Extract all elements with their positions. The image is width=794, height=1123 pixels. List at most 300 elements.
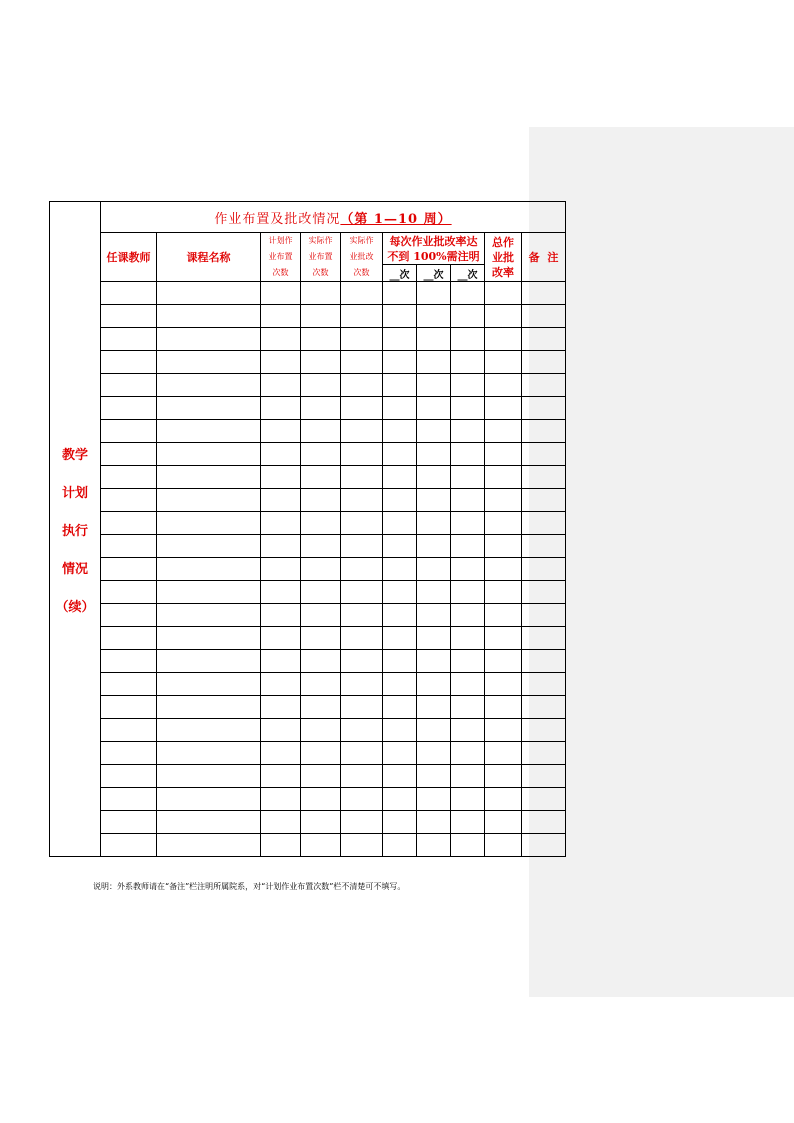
table-cell[interactable] — [522, 466, 566, 489]
table-cell[interactable] — [417, 673, 451, 696]
table-cell[interactable] — [157, 719, 261, 742]
table-cell[interactable] — [157, 328, 261, 351]
section-label-line: 教学 — [61, 447, 88, 463]
table-cell[interactable] — [522, 788, 566, 811]
table-cell[interactable] — [341, 788, 383, 811]
table-cell[interactable] — [341, 673, 383, 696]
table-cell[interactable] — [417, 581, 451, 604]
table-cell[interactable] — [301, 443, 341, 466]
table-cell[interactable] — [485, 627, 522, 650]
table-cell[interactable] — [301, 397, 341, 420]
section-label-line: 执行 — [61, 523, 88, 539]
table-cell[interactable] — [341, 489, 383, 512]
table-row — [50, 466, 566, 489]
header-line: 次数 — [272, 268, 289, 277]
table-cell[interactable] — [157, 765, 261, 788]
table-cell[interactable] — [301, 742, 341, 765]
table-cell[interactable] — [341, 558, 383, 581]
table-cell[interactable] — [383, 650, 417, 673]
table-cell[interactable] — [485, 650, 522, 673]
table-cell[interactable] — [261, 420, 301, 443]
table-cell[interactable] — [485, 604, 522, 627]
table-cell[interactable] — [383, 788, 417, 811]
table-cell[interactable] — [261, 581, 301, 604]
table-cell[interactable] — [101, 696, 157, 719]
table-cell[interactable] — [522, 351, 566, 374]
table-cell[interactable] — [301, 374, 341, 397]
table-cell[interactable] — [261, 696, 301, 719]
header-line: 改率 — [492, 265, 514, 279]
header-times: __次 — [451, 265, 485, 282]
table-cell[interactable] — [417, 328, 451, 351]
table-cell[interactable] — [261, 719, 301, 742]
table-cell[interactable] — [383, 581, 417, 604]
table-row — [50, 489, 566, 512]
table-cell[interactable] — [485, 489, 522, 512]
table-cell[interactable] — [451, 420, 485, 443]
table-cell[interactable] — [157, 420, 261, 443]
table-cell[interactable] — [261, 305, 301, 328]
table-cell[interactable] — [451, 719, 485, 742]
table-cell[interactable] — [301, 512, 341, 535]
table-cell[interactable] — [522, 305, 566, 328]
header-line: 每次作业批改率达 — [389, 234, 478, 248]
table-cell[interactable] — [157, 627, 261, 650]
table-row — [50, 305, 566, 328]
table-cell[interactable] — [101, 719, 157, 742]
table-cell[interactable] — [341, 512, 383, 535]
table-cell[interactable] — [485, 351, 522, 374]
table-cell[interactable] — [157, 305, 261, 328]
table-cell[interactable] — [417, 788, 451, 811]
section-label-cell — [50, 202, 101, 857]
section-label-line: （续） — [55, 599, 95, 615]
table-row — [50, 811, 566, 834]
table-cell[interactable] — [485, 466, 522, 489]
table-cell[interactable] — [522, 673, 566, 696]
table-cell[interactable] — [485, 305, 522, 328]
table-cell[interactable] — [383, 420, 417, 443]
table-cell[interactable] — [341, 765, 383, 788]
table-cell[interactable] — [101, 742, 157, 765]
table-cell[interactable] — [383, 627, 417, 650]
table-cell[interactable] — [451, 351, 485, 374]
table-cell[interactable] — [451, 742, 485, 765]
header-line: 实际作 — [349, 236, 374, 245]
table-cell[interactable] — [301, 650, 341, 673]
header-line: 总作 — [492, 235, 514, 249]
table-cell[interactable] — [157, 650, 261, 673]
table-cell[interactable] — [417, 305, 451, 328]
header-line: 实际作 — [308, 236, 333, 245]
table-row — [50, 512, 566, 535]
table-row — [50, 742, 566, 765]
table-cell[interactable] — [485, 696, 522, 719]
table-cell[interactable] — [101, 765, 157, 788]
table-cell[interactable] — [101, 512, 157, 535]
table-cell[interactable] — [157, 811, 261, 834]
table-cell[interactable] — [522, 420, 566, 443]
table-cell[interactable] — [301, 719, 341, 742]
table-cell[interactable] — [522, 650, 566, 673]
table-cell[interactable] — [383, 512, 417, 535]
table-cell[interactable] — [451, 466, 485, 489]
table-cell[interactable] — [417, 604, 451, 627]
header-line: 次数 — [312, 268, 329, 277]
header-line: 业批改 — [349, 252, 374, 261]
table-cell[interactable] — [451, 512, 485, 535]
table-cell[interactable] — [157, 604, 261, 627]
table-cell[interactable] — [157, 696, 261, 719]
table-cell[interactable] — [485, 581, 522, 604]
header-actual-graded — [341, 233, 383, 282]
table-cell[interactable] — [417, 811, 451, 834]
table-cell[interactable] — [485, 443, 522, 466]
table-cell[interactable] — [522, 397, 566, 420]
table-cell[interactable] — [301, 627, 341, 650]
header-times: __次 — [383, 265, 417, 282]
table-cell[interactable] — [451, 397, 485, 420]
table-cell[interactable] — [383, 328, 417, 351]
table-cell[interactable] — [485, 719, 522, 742]
table-cell[interactable] — [417, 535, 451, 558]
table-cell[interactable] — [301, 489, 341, 512]
table-cell[interactable] — [485, 788, 522, 811]
comment-margin — [529, 127, 794, 997]
table-cell[interactable] — [522, 604, 566, 627]
table-cell[interactable] — [522, 834, 566, 857]
table-cell[interactable] — [451, 328, 485, 351]
table-cell[interactable] — [522, 811, 566, 834]
table-cell[interactable] — [301, 765, 341, 788]
table-cell[interactable] — [101, 650, 157, 673]
table-cell[interactable] — [157, 443, 261, 466]
table-cell[interactable] — [261, 512, 301, 535]
table-cell[interactable] — [522, 443, 566, 466]
table-cell[interactable] — [451, 282, 485, 305]
table-cell[interactable] — [261, 742, 301, 765]
table-cell[interactable] — [341, 696, 383, 719]
table-cell[interactable] — [417, 443, 451, 466]
table-cell[interactable] — [261, 834, 301, 857]
table-cell[interactable] — [101, 558, 157, 581]
table-cell[interactable] — [451, 627, 485, 650]
table-cell[interactable] — [101, 834, 157, 857]
table-cell[interactable] — [417, 420, 451, 443]
table-cell[interactable] — [522, 696, 566, 719]
table-cell[interactable] — [417, 374, 451, 397]
table-cell[interactable] — [301, 696, 341, 719]
table-cell[interactable] — [261, 558, 301, 581]
table-cell[interactable] — [341, 742, 383, 765]
table-cell[interactable] — [383, 811, 417, 834]
table-cell[interactable] — [157, 673, 261, 696]
table-cell[interactable] — [383, 604, 417, 627]
table-cell[interactable] — [101, 397, 157, 420]
table-cell[interactable] — [417, 627, 451, 650]
table-cell[interactable] — [383, 535, 417, 558]
table-cell[interactable] — [157, 489, 261, 512]
table-cell[interactable] — [383, 673, 417, 696]
table-cell[interactable] — [485, 673, 522, 696]
table-cell[interactable] — [485, 742, 522, 765]
table-cell[interactable] — [522, 328, 566, 351]
table-cell[interactable] — [451, 535, 485, 558]
table-cell[interactable] — [261, 443, 301, 466]
table-cell[interactable] — [451, 811, 485, 834]
table-cell[interactable] — [383, 719, 417, 742]
table-cell[interactable] — [522, 489, 566, 512]
table-cell[interactable] — [485, 765, 522, 788]
table-cell[interactable] — [451, 489, 485, 512]
table-cell[interactable] — [341, 811, 383, 834]
table-cell[interactable] — [522, 719, 566, 742]
table-cell[interactable] — [417, 834, 451, 857]
footnote: 说明：外系教师请在“备注”栏注明所属院系，对“计划作业布置次数”栏不清楚可不填写。 — [93, 882, 406, 891]
table-cell[interactable] — [522, 558, 566, 581]
header-line: 不到 100%需注明 — [387, 249, 480, 263]
table-cell[interactable] — [383, 282, 417, 305]
table-cell[interactable] — [485, 282, 522, 305]
table-cell[interactable] — [157, 788, 261, 811]
table-cell[interactable] — [383, 558, 417, 581]
table-cell[interactable] — [341, 719, 383, 742]
table-cell[interactable] — [157, 834, 261, 857]
table-cell[interactable] — [301, 581, 341, 604]
table-cell[interactable] — [417, 282, 451, 305]
header-course: 课程名称 — [157, 233, 261, 282]
table-cell[interactable] — [261, 673, 301, 696]
header-actual-assigned — [301, 233, 341, 282]
table-cell[interactable] — [451, 604, 485, 627]
table-row — [50, 627, 566, 650]
table-cell[interactable] — [101, 328, 157, 351]
table-cell[interactable] — [157, 351, 261, 374]
table-cell[interactable] — [485, 374, 522, 397]
table-cell[interactable] — [261, 374, 301, 397]
table-cell[interactable] — [101, 788, 157, 811]
table-cell[interactable] — [301, 535, 341, 558]
table-cell[interactable] — [157, 581, 261, 604]
table-cell[interactable] — [417, 489, 451, 512]
header-line: 业布置 — [308, 252, 333, 261]
table-cell[interactable] — [383, 374, 417, 397]
table-cell[interactable] — [341, 443, 383, 466]
table-cell[interactable] — [261, 604, 301, 627]
table-cell[interactable] — [417, 719, 451, 742]
table-cell[interactable] — [301, 351, 341, 374]
section-label-line: 计划 — [61, 485, 88, 501]
table-cell[interactable] — [101, 581, 157, 604]
table-row — [50, 765, 566, 788]
table-cell[interactable] — [341, 374, 383, 397]
table-cell[interactable] — [522, 627, 566, 650]
table-cell[interactable] — [451, 834, 485, 857]
table-cell[interactable] — [101, 351, 157, 374]
header-total-rate — [485, 233, 522, 282]
table-cell[interactable] — [301, 558, 341, 581]
table-cell[interactable] — [451, 765, 485, 788]
table-cell[interactable] — [341, 351, 383, 374]
table-row — [50, 696, 566, 719]
table-cell[interactable] — [157, 742, 261, 765]
table-cell[interactable] — [451, 558, 485, 581]
table-cell[interactable] — [383, 466, 417, 489]
table-cell[interactable] — [301, 811, 341, 834]
table-cell[interactable] — [341, 466, 383, 489]
table-cell[interactable] — [101, 374, 157, 397]
table-cell[interactable] — [157, 466, 261, 489]
table-cell[interactable] — [261, 627, 301, 650]
table-cell[interactable] — [383, 351, 417, 374]
table-row — [50, 443, 566, 466]
table-row — [50, 351, 566, 374]
header-line: 次数 — [353, 268, 370, 277]
table-cell[interactable] — [522, 512, 566, 535]
table-cell[interactable] — [417, 351, 451, 374]
table-row — [50, 788, 566, 811]
table-cell[interactable] — [157, 512, 261, 535]
table-cell[interactable] — [451, 696, 485, 719]
table-cell[interactable] — [485, 834, 522, 857]
table-cell[interactable] — [341, 627, 383, 650]
table-cell[interactable] — [101, 627, 157, 650]
table-cell[interactable] — [522, 374, 566, 397]
table-cell[interactable] — [383, 742, 417, 765]
table-cell[interactable] — [451, 374, 485, 397]
title-main: 作业布置及批改情况 — [214, 211, 341, 227]
table-cell[interactable] — [301, 282, 341, 305]
table-cell[interactable] — [101, 466, 157, 489]
table-cell[interactable] — [485, 811, 522, 834]
table-cell[interactable] — [417, 466, 451, 489]
table-cell[interactable] — [485, 397, 522, 420]
table-row — [50, 834, 566, 857]
table-cell[interactable] — [485, 558, 522, 581]
table-cell[interactable] — [485, 535, 522, 558]
table-cell[interactable] — [485, 328, 522, 351]
table-cell[interactable] — [451, 305, 485, 328]
table-cell[interactable] — [341, 581, 383, 604]
table-cell[interactable] — [522, 282, 566, 305]
table-cell[interactable] — [301, 788, 341, 811]
table-cell[interactable] — [261, 650, 301, 673]
table-cell[interactable] — [101, 535, 157, 558]
table-cell[interactable] — [383, 305, 417, 328]
table-cell[interactable] — [261, 328, 301, 351]
table-cell[interactable] — [417, 558, 451, 581]
table-cell[interactable] — [522, 535, 566, 558]
table-cell[interactable] — [341, 328, 383, 351]
table-cell[interactable] — [101, 489, 157, 512]
header-planned — [261, 233, 301, 282]
table-cell[interactable] — [157, 282, 261, 305]
table-row — [50, 328, 566, 351]
table-cell[interactable] — [383, 765, 417, 788]
table-cell[interactable] — [451, 443, 485, 466]
table-cell[interactable] — [485, 420, 522, 443]
table-cell[interactable] — [341, 282, 383, 305]
table-cell[interactable] — [383, 834, 417, 857]
table-cell[interactable] — [101, 811, 157, 834]
table-title — [101, 202, 566, 233]
table-cell[interactable] — [383, 489, 417, 512]
table-cell[interactable] — [101, 443, 157, 466]
table-cell[interactable] — [301, 305, 341, 328]
table-cell[interactable] — [451, 673, 485, 696]
table-cell[interactable] — [522, 742, 566, 765]
table-cell[interactable] — [261, 489, 301, 512]
table-cell[interactable] — [301, 834, 341, 857]
header-remarks: 备 注 — [522, 233, 566, 282]
table-cell[interactable] — [451, 650, 485, 673]
table-cell[interactable] — [341, 834, 383, 857]
section-label-line: 情况 — [61, 561, 88, 577]
table-cell[interactable] — [261, 788, 301, 811]
header-line: 业布置 — [268, 252, 293, 261]
table-cell[interactable] — [341, 535, 383, 558]
table-cell[interactable] — [417, 765, 451, 788]
table-cell[interactable] — [101, 604, 157, 627]
table-cell[interactable] — [417, 696, 451, 719]
table-cell[interactable] — [383, 696, 417, 719]
table-cell[interactable] — [301, 328, 341, 351]
table-cell[interactable] — [261, 811, 301, 834]
table-cell[interactable] — [417, 397, 451, 420]
table-cell[interactable] — [341, 604, 383, 627]
table-cell[interactable] — [301, 604, 341, 627]
table-row — [50, 420, 566, 443]
table-cell[interactable] — [261, 397, 301, 420]
table-row — [50, 581, 566, 604]
table-cell[interactable] — [101, 673, 157, 696]
table-cell[interactable] — [522, 581, 566, 604]
table-cell[interactable] — [341, 420, 383, 443]
table-cell[interactable] — [261, 765, 301, 788]
table-cell[interactable] — [261, 535, 301, 558]
table-cell[interactable] — [417, 742, 451, 765]
table-cell[interactable] — [485, 512, 522, 535]
table-cell[interactable] — [383, 397, 417, 420]
table-cell[interactable] — [451, 581, 485, 604]
table-cell[interactable] — [261, 282, 301, 305]
table-cell[interactable] — [383, 443, 417, 466]
table-row — [50, 535, 566, 558]
table-cell[interactable] — [157, 535, 261, 558]
table-cell[interactable] — [451, 788, 485, 811]
table-cell[interactable] — [261, 351, 301, 374]
table-cell[interactable] — [522, 765, 566, 788]
title-range: （第 1—10 周） — [340, 211, 452, 227]
table-row — [50, 397, 566, 420]
table-cell[interactable] — [301, 466, 341, 489]
table-cell[interactable] — [301, 420, 341, 443]
header-below-100 — [383, 233, 485, 265]
table-cell[interactable] — [101, 282, 157, 305]
table-cell[interactable] — [341, 397, 383, 420]
table-cell[interactable] — [157, 558, 261, 581]
table-cell[interactable] — [261, 466, 301, 489]
table-cell[interactable] — [157, 374, 261, 397]
table-cell[interactable] — [301, 673, 341, 696]
table-cell[interactable] — [157, 397, 261, 420]
table-cell[interactable] — [417, 512, 451, 535]
table-cell[interactable] — [417, 650, 451, 673]
table-cell[interactable] — [341, 650, 383, 673]
table-cell[interactable] — [101, 305, 157, 328]
table-cell[interactable] — [101, 420, 157, 443]
table-cell[interactable] — [341, 305, 383, 328]
